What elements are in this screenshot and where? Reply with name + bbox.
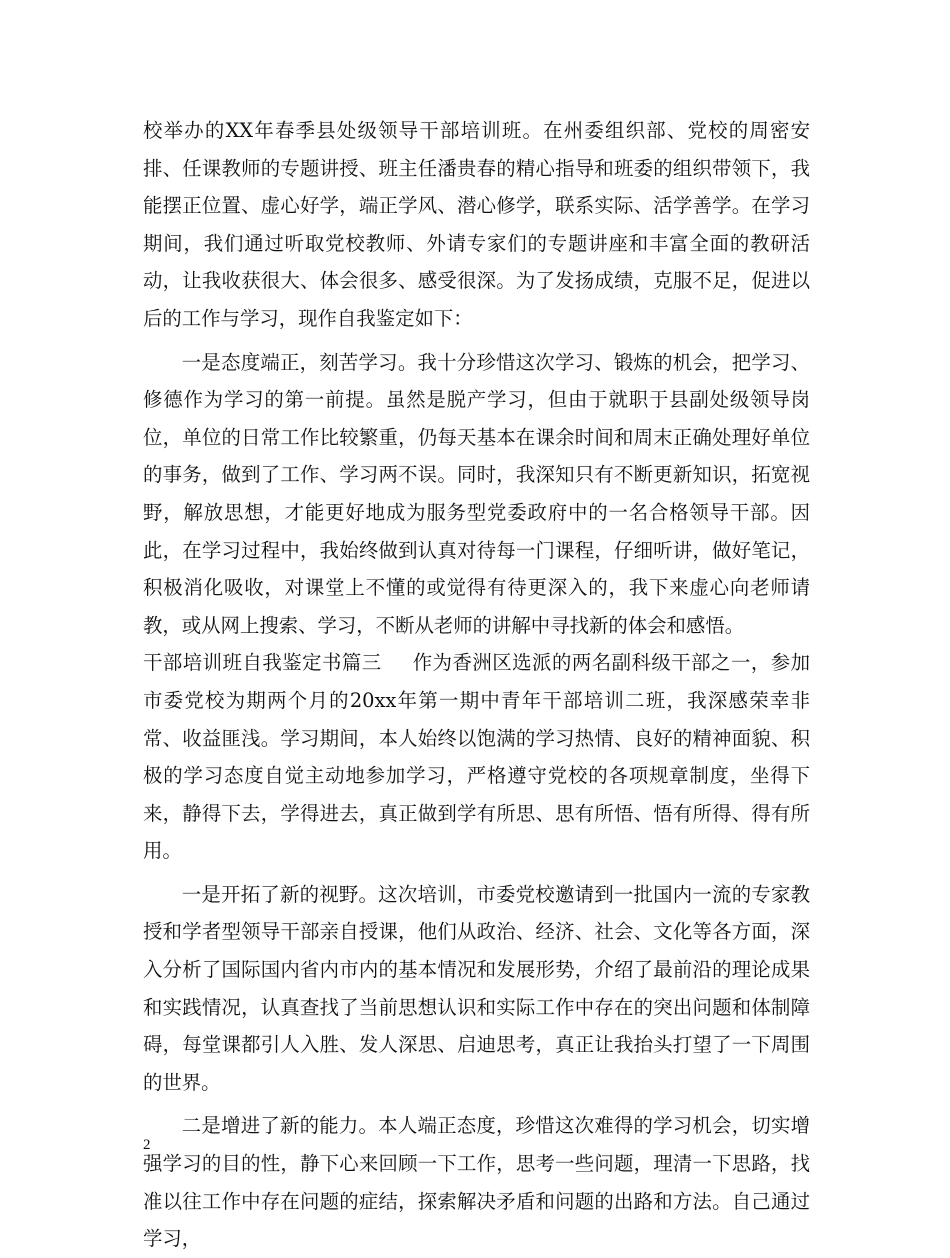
paragraph-attitude: 一是态度端正，刻苦学习。我十分珍惜这次学习、锻炼的机会，把学习、修德作为学习的第一前提。虽然是脱产学习，但由于就职于县副处级领导岗位，单位的日常工作比较繁重，仍每天基本在课余时间和周末正确处理好单位的事务，做到了工作、学习两不误。同时，我深知只有不断更新知识，拓宽视野，解放思想，才能更好地成为服务型党委政府中的一名合格领导干部。因此，在学习过程中，我始终做到认真对待每一门课程，仔细听讲，做好笔记，积极消化吸收，对课堂上不懂的或觉得有待更深入的，我下来虚心向老师请教，或从网上搜索、学习，不断从老师的讲解中寻找新的体会和感悟。: [143, 350, 810, 637]
section-title: 干部培训班自我鉴定书篇三: [143, 651, 382, 675]
document-body: [143, 112, 810, 1258]
paragraph-new-ability: 二是增进了新的能力。本人端正态度，珍惜这次难得的学习机会，切实增强学习的目的性，静下心来回顾一下工作，思考一些问题，理清一下思路，找准以往工作中存在问题的症结，探索解决矛盾和问题的出路和方法。自己通过学习，: [143, 1114, 810, 1251]
page-number: 2: [143, 1137, 151, 1153]
paragraph-section-three-text: 作为香洲区选派的两名副科级干部之一，参加市委党校为期两个月的20xx年第一期中青年干部培训二班，我深感荣幸非常、收益匪浅。学习期间，本人始终以饱满的学习热情、良好的精神面貌、积极的学习态度自觉主动地参加学习，严格遵守党校的各项规章制度，坐得下来，静得下去，学得进去，真正做到学有所思、思有所悟、悟有所得、得有所用。: [143, 651, 811, 863]
paragraph-intro-continuation: 校举办的XX年春季县处级领导干部培训班。在州委组织部、党校的周密安排、任课教师的专题讲授、班主任潘贵春的精心指导和班委的组织带领下，我能摆正位置、虚心好学，端正学风、潜心修学，联系实际、活学善学。在学习期间，我们通过听取党校教师、外请专家们的专题讲座和丰富全面的教研活动，让我收获很大、体会很多、感受很深。为了发扬成绩，克服不足，促进以后的工作与学习，现作自我鉴定如下：: [143, 119, 810, 330]
paragraph-section-three: [143, 644, 810, 870]
paragraph-new-vision: 一是开拓了新的视野。这次培训，市委党校邀请到一批国内一流的专家教授和学者型领导干部亲自授课，他们从政治、经济、社会、文化等各方面，深入分析了国际国内省内市内的基本情况和发展形势，介绍了最前沿的理论成果和实践情况，认真查找了当前思想认识和实际工作中存在的突出问题和体制障碍，每堂课都引人入胜、发人深思、启迪思考，真正让我抬头打望了一下周围的世界。: [143, 882, 810, 1094]
